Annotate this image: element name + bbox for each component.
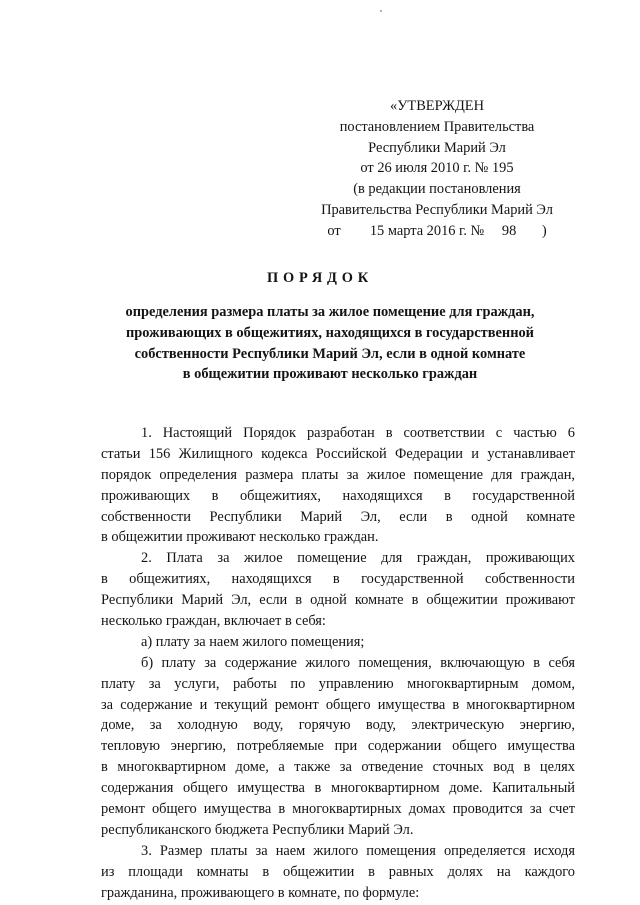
subtitle-line: в общежитии проживают несколько граждан [182, 366, 478, 383]
approval-amendment-day: 15 [369, 222, 385, 239]
approval-amendment-date: марта 2016 г. № [387, 222, 485, 239]
list-item-b-line: плату за услуги, работы по управлению многоквартирным домом, [101, 675, 575, 692]
document-body [101, 423, 575, 903]
approval-line-4: от 26 июля 2010 г. № 195 [360, 160, 514, 177]
paragraph-2-line: 2. Плата за жилое помещение для граждан, проживающих [141, 550, 575, 567]
scan-speck [380, 10, 382, 12]
approval-line-6: Правительства Республики Марий Эл [321, 201, 553, 218]
list-item-a: а) плату за наем жилого помещения; [141, 633, 365, 650]
paragraph-1-line: собственности Республики Марий Эл, если в одной комнате [101, 508, 575, 525]
approval-line-3: Республики Марий Эл [368, 139, 506, 156]
document-title: ПОРЯДОК [267, 270, 373, 286]
list-item-b-line: содержания общего имущества в многоквартирном доме. Капитальный [101, 780, 575, 797]
paragraph-1-line: в общежитии проживают несколько граждан. [101, 529, 379, 546]
approval-close-paren: ) [541, 222, 547, 239]
subtitle-line: проживающих в общежитиях, находящихся в государственной [126, 324, 534, 341]
paragraph-1-line: проживающих в общежитиях, находящихся в государственной [101, 487, 575, 504]
paragraph-2-line: Республики Марий Эл, если в одной комнате в общежитии проживают [101, 592, 575, 609]
document-subtitle [100, 302, 560, 385]
list-item-b-line: б) плату за содержание жилого помещения, включающую в себя [141, 654, 575, 671]
paragraph-2-line: в общежитиях, находящихся в государственной собственности [101, 571, 575, 588]
list-item-b-line: тепловую энергию, потребляемые при содержании общего имущества [101, 738, 575, 755]
subtitle-line: определения размера платы за жилое помещение для граждан, [125, 304, 535, 320]
paragraph-1-line: статьи 156 Жилищного кодекса Российской Федерации и устанавливает [101, 445, 575, 462]
list-item-b-line: в многоквартирном доме, а также за отведение сточных вод в целях [101, 759, 575, 776]
paragraph-3-line: гражданина, проживающего в комнате, по формуле: [101, 884, 420, 901]
approval-line-1: «УТВЕРЖДЕН [390, 98, 484, 114]
list-item-b-line: доме, за холодную воду, горячую воду, электрическую энергию, [101, 717, 575, 734]
paragraph-1-line: порядок определения размера платы за жилое помещение для граждан, [101, 466, 575, 483]
list-item-b-line: за содержание и текущий ремонт общего имущества в многоквартирном [101, 696, 575, 713]
paragraph-3-line: из площади комнаты в общежитии в равных долях на каждого [101, 863, 575, 880]
subtitle-line: собственности Республики Марий Эл, если в одной комнате [134, 345, 526, 362]
approval-amendment-number: 98 [501, 222, 517, 239]
approval-stamp [300, 96, 574, 242]
approval-line-5: (в редакции постановления [353, 181, 521, 198]
approval-from-prefix: от [327, 222, 341, 239]
approval-line-2: постановлением Правительства [339, 118, 535, 135]
paragraph-3-line: 3. Размер платы за наем жилого помещения определяется исходя [141, 842, 575, 859]
paragraph-1-line: 1. Настоящий Порядок разработан в соответствии с частью 6 [141, 425, 575, 441]
paragraph-2-line: несколько граждан, включает в себя: [101, 613, 326, 630]
list-item-b-line: ремонт общего имущества в многоквартирных домах проводится за счет [101, 801, 575, 818]
approval-line-7 [300, 221, 574, 242]
list-item-b-line: республиканского бюджета Республики Марий Эл. [101, 821, 414, 838]
